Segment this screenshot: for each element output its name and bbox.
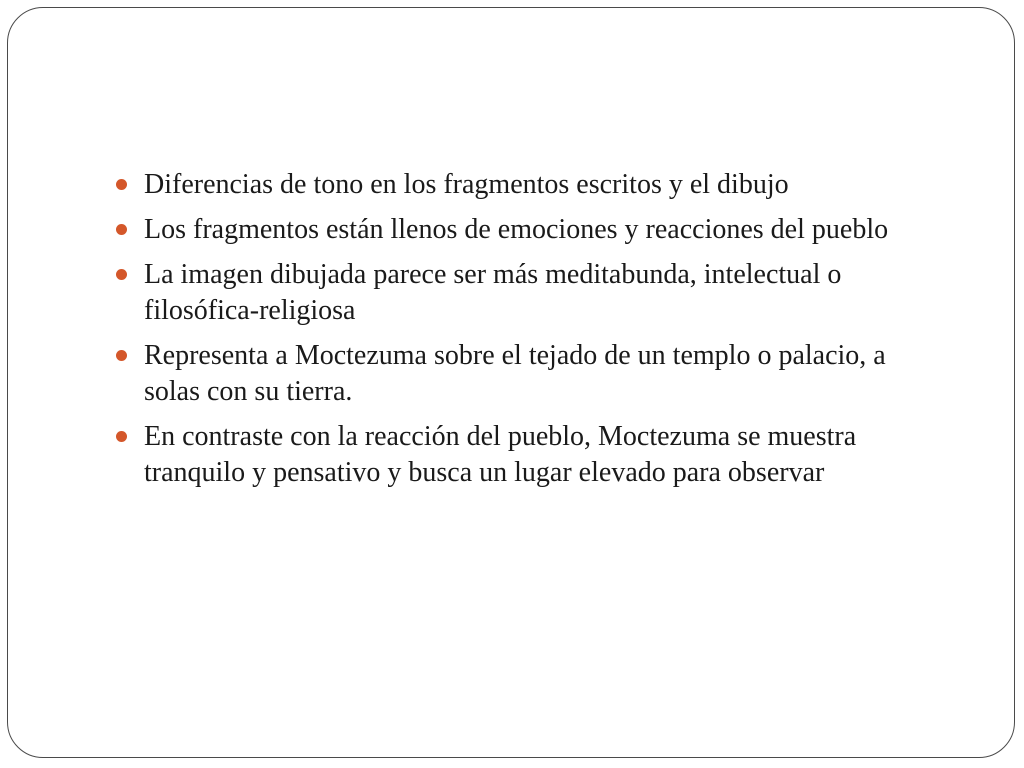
bullet-dot-icon xyxy=(116,350,127,361)
bullet-text: Los fragmentos están llenos de emociones y reacciones del pueblo xyxy=(144,214,889,245)
bullet-item xyxy=(116,257,946,329)
bullet-dot-icon xyxy=(116,179,127,190)
bullet-item xyxy=(116,167,946,203)
bullet-dot-icon xyxy=(116,224,127,235)
bullet-text: Representa a Moctezuma sobre el tejado de un templo o palacio, a solas con su tierra. xyxy=(144,340,886,407)
bullet-list xyxy=(116,167,946,491)
bullet-dot-icon xyxy=(116,269,127,280)
bullet-text: En contraste con la reacción del pueblo, Moctezuma se muestra tranquilo y pensativo y busca un lugar elevado para observar xyxy=(144,421,857,488)
bullet-dot-icon xyxy=(116,431,127,442)
bullet-item xyxy=(116,419,946,491)
bullet-item xyxy=(116,338,946,410)
bullet-text: La imagen dibujada parece ser más meditabunda, intelectual o filosófica-religiosa xyxy=(144,259,842,326)
bullet-text: Diferencias de tono en los fragmentos escritos y el dibujo xyxy=(144,169,789,200)
slide-content xyxy=(116,167,946,500)
bullet-item xyxy=(116,212,946,248)
